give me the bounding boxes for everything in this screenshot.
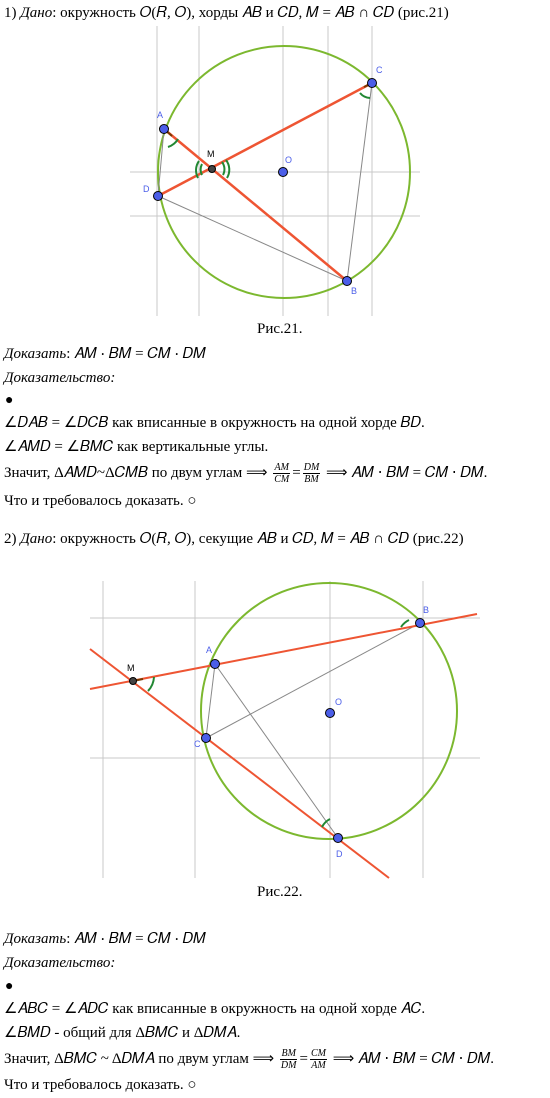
chord-CD: [158, 83, 372, 196]
point-B: [416, 619, 425, 628]
label-O: O: [335, 697, 343, 707]
problem2-step3: [4, 1048, 494, 1071]
proof-colon: :: [110, 955, 116, 971]
frac1-num: AM: [274, 462, 289, 473]
angle-M-left-1: [201, 164, 202, 175]
figure-22: [85, 573, 485, 883]
point-B: [343, 277, 352, 286]
point-M: [209, 166, 216, 173]
angle-A-mark: [168, 139, 178, 147]
equals: =: [299, 1050, 308, 1067]
point-M: [130, 678, 137, 685]
problem1-prove: [4, 345, 206, 363]
label-C: C: [194, 739, 201, 749]
fraction-2: [303, 462, 321, 485]
problem1-conclusion: Что и требовалось доказать. ○: [4, 493, 197, 509]
point-A: [211, 660, 220, 669]
problem2-number: 2): [4, 531, 17, 547]
frac2-den: AM: [311, 1060, 326, 1071]
figure-21-caption: Рис.21.: [257, 321, 303, 337]
fraction-2: [310, 1048, 327, 1071]
given-text: : окружность 𝑂(𝑅, 𝑂), хорды 𝐴𝐵 и 𝐶𝐷, 𝑀 = 𝐴𝐵 ∩ 𝐶𝐷 (рис.21): [52, 5, 449, 21]
problem2-step2: ∠𝐵𝑀𝐷 - общий для Δ𝐵𝑀𝐶 и Δ𝐷𝑀𝐴.: [4, 1025, 241, 1041]
prove-text: : 𝐴𝑀 ⋅ 𝐵𝑀 = 𝐶𝑀 ⋅ 𝐷𝑀: [66, 346, 206, 362]
angle-M-mark: [148, 677, 154, 691]
problem2-prove: [4, 930, 206, 948]
frac1-den: CM: [274, 474, 290, 485]
step3-b: ⟹ 𝐴𝑀 ⋅ 𝐵𝑀 = 𝐶𝑀 ⋅ 𝐷𝑀.: [332, 1050, 495, 1067]
point-O: [326, 709, 335, 718]
label-B: B: [351, 286, 358, 296]
prove-label: Доказать: [4, 346, 67, 362]
step3-a: Значит, Δ𝐵𝑀𝐶 ~ Δ𝐷𝑀𝐴 по двум углам ⟹: [4, 1050, 275, 1067]
label-D: D: [143, 184, 150, 194]
step3-a: Значит, Δ𝐴𝑀𝐷~Δ𝐶𝑀𝐵 по двум углам ⟹: [4, 464, 268, 481]
problem1-proof-heading: [4, 369, 115, 387]
prove-label: Доказать: [4, 931, 67, 947]
segment-AD: [215, 664, 338, 838]
fraction-1: [273, 462, 290, 485]
frac1-num: BM: [281, 1048, 296, 1059]
label-A: A: [157, 110, 164, 120]
point-D: [154, 192, 163, 201]
label-M: M: [207, 149, 215, 159]
frac1-den: DM: [280, 1060, 297, 1071]
fraction-1: [280, 1048, 298, 1071]
prove-text: : 𝐴𝑀 ⋅ 𝐵𝑀 = 𝐶𝑀 ⋅ 𝐷𝑀: [66, 931, 206, 947]
label-O: O: [285, 155, 293, 165]
problem2-step1: ∠𝐴𝐵𝐶 = ∠𝐴𝐷𝐶 как вписанные в окружность на одной хорде 𝐴𝐶.: [4, 1001, 426, 1017]
point-D: [334, 834, 343, 843]
label-D: D: [336, 849, 343, 859]
angle-C-mark: [360, 93, 370, 98]
problem1-number: 1): [4, 5, 17, 21]
segment-AC: [206, 664, 215, 738]
given-text: : окружность 𝑂(𝑅, 𝑂), секущие 𝐴𝐵 и 𝐶𝐷, 𝑀 = 𝐴𝐵 ∩ 𝐶𝐷 (рис.22): [52, 531, 464, 547]
bullet: ●: [5, 393, 14, 408]
problem1-step2: ∠𝐴𝑀𝐷 = ∠𝐵𝑀𝐶 как вертикальные углы.: [4, 439, 269, 455]
angle-M-right-1: [222, 162, 224, 175]
frac2-num: DM: [303, 462, 320, 473]
label-B: B: [423, 605, 430, 615]
given-label: Дано: [20, 531, 53, 547]
problem1-step1: ∠𝐷𝐴𝐵 = ∠𝐷𝐶𝐵 как вписанные в окружность на одной хорде 𝐵𝐷.: [4, 415, 425, 431]
proof-colon: :: [110, 370, 116, 386]
step3-b: ⟹ 𝐴𝑀 ⋅ 𝐵𝑀 = 𝐶𝑀 ⋅ 𝐷𝑀.: [326, 464, 488, 481]
problem1-step3: [4, 462, 487, 485]
segment-CB: [206, 623, 420, 738]
point-A: [160, 125, 169, 134]
equals: =: [292, 464, 301, 481]
label-C: C: [376, 65, 383, 75]
problem1-given: [4, 4, 449, 22]
figure-21: [120, 26, 425, 316]
figure-22-caption: Рис.22.: [257, 884, 303, 900]
proof-label: Доказательство: [4, 370, 111, 386]
frac2-den: BM: [304, 474, 319, 485]
label-A: A: [206, 645, 213, 655]
proof-label: Доказательство: [4, 955, 111, 971]
problem2-given: [4, 530, 464, 548]
problem2-proof-heading: [4, 954, 115, 972]
segment-DB: [158, 196, 347, 281]
bullet: ●: [5, 979, 14, 994]
frac2-num: CM: [310, 1048, 326, 1059]
given-label: Дано: [20, 5, 53, 21]
segment-CB: [347, 83, 372, 281]
point-C: [202, 734, 211, 743]
problem2-conclusion: Что и требовалось доказать. ○: [4, 1077, 197, 1093]
label-M: M: [127, 663, 135, 673]
angle-B-mark: [401, 620, 409, 627]
point-C: [368, 79, 377, 88]
point-O: [279, 168, 288, 177]
angle-M-right-2: [226, 160, 229, 178]
